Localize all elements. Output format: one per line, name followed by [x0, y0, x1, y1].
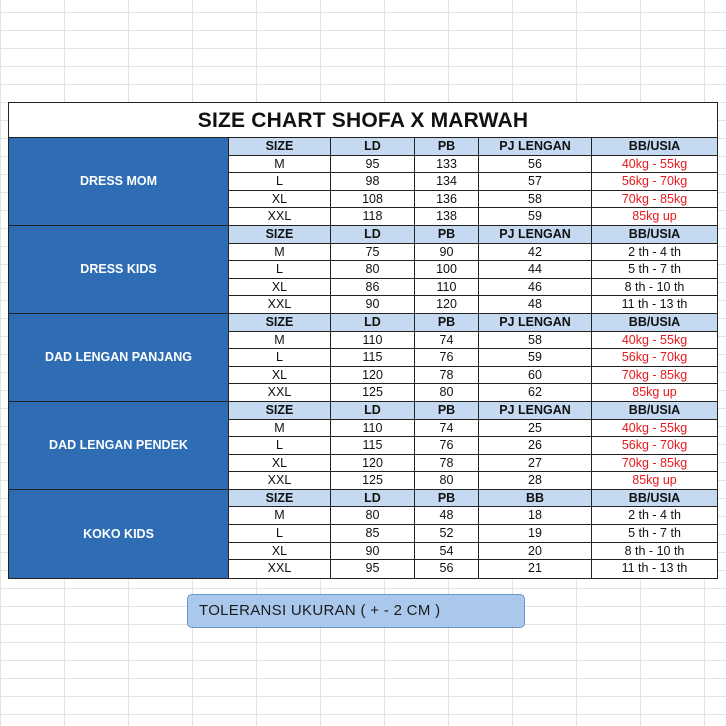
value-cell: 118: [331, 208, 415, 226]
value-cell: 76: [415, 349, 479, 367]
value-cell: 58: [479, 332, 592, 350]
value-cell: 5 th - 7 th: [592, 525, 717, 543]
size-cell: XXL: [229, 560, 331, 578]
value-cell: 78: [415, 367, 479, 385]
tolerance-note: TOLERANSI UKURAN ( + - 2 CM ): [187, 594, 525, 628]
value-cell: 8 th - 10 th: [592, 279, 717, 297]
value-cell: 120: [415, 296, 479, 314]
value-cell: 19: [479, 525, 592, 543]
value-cell: 8 th - 10 th: [592, 543, 717, 561]
value-cell: 70kg - 85kg: [592, 191, 717, 209]
value-cell: 85: [331, 525, 415, 543]
column-header: BB: [479, 490, 592, 508]
value-cell: 5 th - 7 th: [592, 261, 717, 279]
size-cell: L: [229, 525, 331, 543]
value-cell: 100: [415, 261, 479, 279]
column-header: BB/USIA: [592, 138, 717, 156]
value-cell: 26: [479, 437, 592, 455]
value-cell: 44: [479, 261, 592, 279]
column-header: PJ LENGAN: [479, 138, 592, 156]
value-cell: 70kg - 85kg: [592, 367, 717, 385]
column-header: LD: [331, 314, 415, 332]
size-cell: M: [229, 332, 331, 350]
column-header: LD: [331, 138, 415, 156]
size-cell: XL: [229, 543, 331, 561]
size-cell: L: [229, 437, 331, 455]
value-cell: 46: [479, 279, 592, 297]
value-cell: 120: [331, 367, 415, 385]
value-cell: 80: [415, 384, 479, 402]
value-cell: 108: [331, 191, 415, 209]
value-cell: 42: [479, 244, 592, 262]
value-cell: 11 th - 13 th: [592, 560, 717, 578]
value-cell: 110: [331, 332, 415, 350]
size-cell: L: [229, 349, 331, 367]
product-category-label: DAD LENGAN PANJANG: [9, 314, 229, 402]
column-header: SIZE: [229, 402, 331, 420]
product-category-label: DRESS MOM: [9, 138, 229, 226]
size-chart-sheet: [8, 102, 718, 579]
value-cell: 48: [415, 507, 479, 525]
value-cell: 56: [479, 156, 592, 174]
value-cell: 98: [331, 173, 415, 191]
value-cell: 40kg - 55kg: [592, 156, 717, 174]
value-cell: 136: [415, 191, 479, 209]
value-cell: 74: [415, 332, 479, 350]
column-header: SIZE: [229, 490, 331, 508]
size-cell: XL: [229, 279, 331, 297]
size-cell: XXL: [229, 384, 331, 402]
value-cell: 90: [331, 543, 415, 561]
column-header: PB: [415, 402, 479, 420]
value-cell: 60: [479, 367, 592, 385]
value-cell: 48: [479, 296, 592, 314]
column-header: PJ LENGAN: [479, 226, 592, 244]
size-cell: XXL: [229, 472, 331, 490]
size-cell: M: [229, 156, 331, 174]
value-cell: 56kg - 70kg: [592, 173, 717, 191]
value-cell: 133: [415, 156, 479, 174]
value-cell: 90: [415, 244, 479, 262]
value-cell: 76: [415, 437, 479, 455]
value-cell: 80: [415, 472, 479, 490]
value-cell: 80: [331, 261, 415, 279]
value-cell: 90: [331, 296, 415, 314]
value-cell: 27: [479, 455, 592, 473]
value-cell: 85kg up: [592, 208, 717, 226]
size-cell: M: [229, 244, 331, 262]
value-cell: 115: [331, 437, 415, 455]
value-cell: 78: [415, 455, 479, 473]
size-cell: L: [229, 261, 331, 279]
column-header: SIZE: [229, 226, 331, 244]
size-cell: XL: [229, 191, 331, 209]
value-cell: 95: [331, 560, 415, 578]
size-table: [9, 138, 717, 578]
value-cell: 56kg - 70kg: [592, 349, 717, 367]
value-cell: 58: [479, 191, 592, 209]
value-cell: 86: [331, 279, 415, 297]
value-cell: 70kg - 85kg: [592, 455, 717, 473]
value-cell: 40kg - 55kg: [592, 420, 717, 438]
chart-title: SIZE CHART SHOFA X MARWAH: [9, 103, 717, 138]
value-cell: 20: [479, 543, 592, 561]
column-header: PJ LENGAN: [479, 314, 592, 332]
value-cell: 95: [331, 156, 415, 174]
column-header: LD: [331, 490, 415, 508]
column-header: PB: [415, 490, 479, 508]
column-header: SIZE: [229, 138, 331, 156]
value-cell: 56kg - 70kg: [592, 437, 717, 455]
value-cell: 62: [479, 384, 592, 402]
column-header: BB/USIA: [592, 226, 717, 244]
value-cell: 85kg up: [592, 384, 717, 402]
size-cell: XXL: [229, 208, 331, 226]
value-cell: 85kg up: [592, 472, 717, 490]
column-header: PB: [415, 138, 479, 156]
value-cell: 2 th - 4 th: [592, 507, 717, 525]
size-cell: XL: [229, 455, 331, 473]
column-header: LD: [331, 402, 415, 420]
value-cell: 75: [331, 244, 415, 262]
column-header: BB/USIA: [592, 314, 717, 332]
size-cell: L: [229, 173, 331, 191]
value-cell: 120: [331, 455, 415, 473]
value-cell: 125: [331, 472, 415, 490]
size-cell: XL: [229, 367, 331, 385]
column-header: PB: [415, 314, 479, 332]
value-cell: 54: [415, 543, 479, 561]
value-cell: 59: [479, 208, 592, 226]
value-cell: 21: [479, 560, 592, 578]
product-category-label: DRESS KIDS: [9, 226, 229, 314]
value-cell: 115: [331, 349, 415, 367]
value-cell: 18: [479, 507, 592, 525]
value-cell: 11 th - 13 th: [592, 296, 717, 314]
value-cell: 125: [331, 384, 415, 402]
size-cell: XXL: [229, 296, 331, 314]
value-cell: 57: [479, 173, 592, 191]
product-category-label: DAD LENGAN PENDEK: [9, 402, 229, 490]
column-header: SIZE: [229, 314, 331, 332]
value-cell: 110: [331, 420, 415, 438]
value-cell: 110: [415, 279, 479, 297]
value-cell: 40kg - 55kg: [592, 332, 717, 350]
size-cell: M: [229, 507, 331, 525]
column-header: PJ LENGAN: [479, 402, 592, 420]
value-cell: 28: [479, 472, 592, 490]
value-cell: 52: [415, 525, 479, 543]
column-header: LD: [331, 226, 415, 244]
value-cell: 59: [479, 349, 592, 367]
value-cell: 74: [415, 420, 479, 438]
size-cell: M: [229, 420, 331, 438]
column-header: PB: [415, 226, 479, 244]
value-cell: 134: [415, 173, 479, 191]
value-cell: 56: [415, 560, 479, 578]
value-cell: 25: [479, 420, 592, 438]
value-cell: 2 th - 4 th: [592, 244, 717, 262]
value-cell: 80: [331, 507, 415, 525]
column-header: BB/USIA: [592, 402, 717, 420]
value-cell: 138: [415, 208, 479, 226]
product-category-label: KOKO KIDS: [9, 490, 229, 578]
column-header: BB/USIA: [592, 490, 717, 508]
